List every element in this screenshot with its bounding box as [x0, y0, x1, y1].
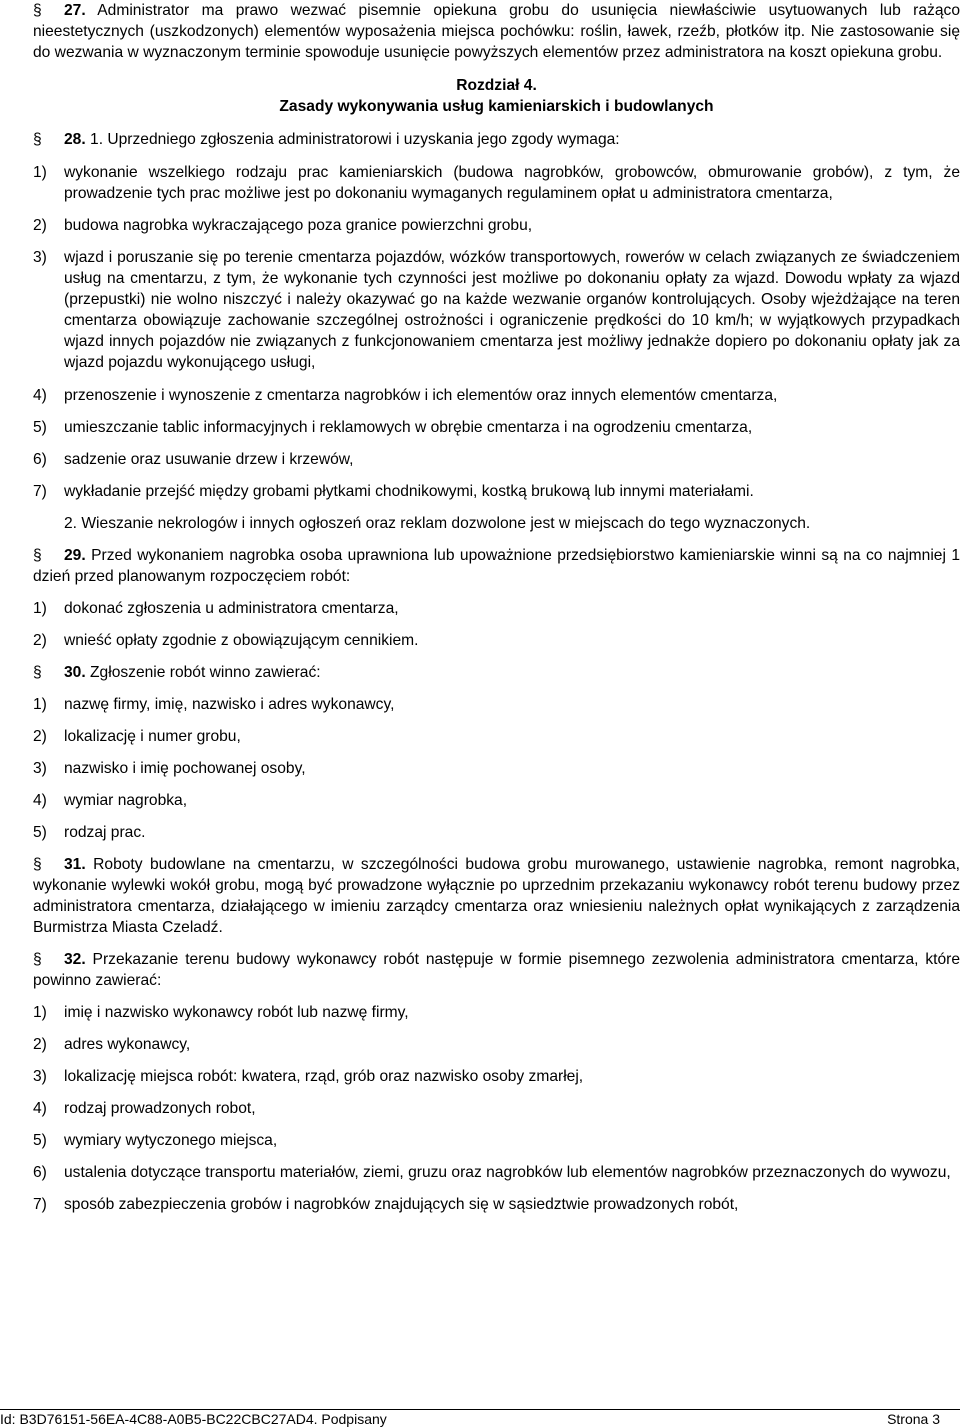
- list-label: 1): [33, 696, 47, 713]
- list-text: rodzaj prowadzonych robot,: [64, 1100, 256, 1117]
- section-30: [33, 662, 960, 683]
- list-text: przenoszenie i wynoszenie z cmentarza nagrobków i ich elementów oraz innych elementów cmentarza,: [64, 387, 778, 404]
- list-item: [33, 822, 960, 843]
- list-label: 6): [33, 1164, 47, 1181]
- list-item: [33, 481, 960, 502]
- section-number: 32.: [64, 951, 86, 968]
- list-label: 3): [33, 760, 47, 777]
- list-text: ustalenia dotyczące transportu materiałów, ziemi, gruzu oraz nagrobków lub elementów nagrobków przeznaczonych do wywozu,: [64, 1164, 951, 1181]
- list-label: 7): [33, 483, 47, 500]
- list-text: wykonanie wszelkiego rodzaju prac kamieniarskich (budowa nagrobków, grobowców, obmurowanie grobów), z tym, że prowadzenie tych prac możliwe jest po dokonaniu wymaganych regulaminem opłat u administratora cmentarza,: [64, 164, 960, 202]
- list-text: wymiar nagrobka,: [64, 792, 188, 809]
- list-item: [33, 162, 960, 204]
- list-text: adres wykonawcy,: [64, 1036, 191, 1053]
- paragraph-sign: §: [33, 664, 42, 681]
- paragraph-sign: §: [33, 547, 42, 564]
- list-text: lokalizację i numer grobu,: [64, 728, 241, 745]
- document-page: [33, 0, 960, 1215]
- list-text: imię i nazwisko wykonawcy robót lub nazwę firmy,: [64, 1004, 409, 1021]
- list-text: wnieść opłaty zgodnie z obowiązującym cennikiem.: [64, 632, 419, 649]
- list-item: [33, 726, 960, 747]
- section-number: 27.: [64, 2, 86, 19]
- list-label: 5): [33, 419, 47, 436]
- section-28-paragraph-2: 2. Wieszanie nekrologów i innych ogłoszeń oraz reklam dozwolone jest w miejscach do tego wyznaczonych.: [64, 515, 811, 532]
- section-text: Zgłoszenie robót winno zawierać:: [90, 664, 321, 681]
- paragraph-sign: §: [33, 131, 42, 148]
- list-text: wjazd i poruszanie się po terenie cmentarza pojazdów, wózków transportowych, rowerów w celach związanych ze świadczeniem usług na cmentarzu, z tym, że wykonanie tych czynności jest możliwe po dokonaniu opłaty za wjazd. Dowodu wpłaty za wjazd (przepustki) nie wolno niszczyć i należy okazywać go na każde wezwanie organów kontrolujących. Osoby wjeżdżające na teren cmentarza obowiązuje zachowanie szczególnej ostrożności i ograniczenie prędkości do 10 km/h; w wyjątkowych przypadkach wjazd innych pojazdów nie związanych z funkcjonowaniem cmentarza jest możliwy jednakże dopiero po dokonaniu opłaty jak za wjazd pojazdu wykonującego usługi,: [64, 249, 960, 371]
- section-text: Administrator ma prawo wezwać pisemnie opiekuna grobu do usunięcia niewłaściwie usytuowanych lub rażąco nieestetycznych (uszkodzonych) elementów wyposażenia miejsca pochówku: roślin, ławek, rzeźb, płotków itp. Nie zastosowanie się do wezwania w wyznaczonym terminie spowoduje usunięcie powyższych elementów przez administratora na koszt opiekuna grobu.: [33, 2, 960, 61]
- chapter-subtitle: Zasady wykonywania usług kamieniarskich i budowlanych: [279, 98, 714, 115]
- list-label: 2): [33, 217, 47, 234]
- section-number: 28.: [64, 131, 86, 148]
- list-item: [33, 630, 960, 651]
- list-item: [33, 417, 960, 438]
- list-label: 1): [33, 600, 47, 617]
- list-label: 4): [33, 387, 47, 404]
- section-text: 1. Uprzedniego zgłoszenia administratorowi i uzyskania jego zgody wymaga:: [90, 131, 620, 148]
- list-item: [33, 790, 960, 811]
- list-text: sposób zabezpieczenia grobów i nagrobków znajdujących się w sąsiedztwie prowadzonych robót,: [64, 1196, 739, 1213]
- document-id: Id: B3D76151-56EA-4C88-A0B5-BC22CBC27AD4. Podpisany: [0, 1411, 387, 1427]
- list-label: 6): [33, 451, 47, 468]
- list-text: nazwę firmy, imię, nazwisko i adres wykonawcy,: [64, 696, 395, 713]
- list-text: sadzenie oraz usuwanie drzew i krzewów,: [64, 451, 354, 468]
- list-text: lokalizację miejsca robót: kwatera, rząd, grób oraz nazwisko osoby zmarłej,: [64, 1068, 584, 1085]
- list-item: [33, 694, 960, 715]
- list-item: [33, 247, 960, 373]
- list-item: [33, 1098, 960, 1119]
- section-27: [33, 0, 960, 63]
- list-label: 1): [33, 1004, 47, 1021]
- section-text: Przed wykonaniem nagrobka osoba uprawniona lub upoważnione przedsiębiorstwo kamieniarskie winni są na co najmniej 1 dzień przed planowanym rozpoczęciem robót:: [33, 547, 960, 585]
- paragraph-sign: §: [33, 2, 42, 19]
- list-label: 2): [33, 632, 47, 649]
- section-28: [33, 129, 960, 150]
- paragraph-sign: §: [33, 951, 42, 968]
- list-label: 2): [33, 728, 47, 745]
- list-item: [33, 215, 960, 236]
- section-number: 31.: [64, 856, 86, 873]
- list-label: 7): [33, 1196, 47, 1213]
- list-text: wymiary wytyczonego miejsca,: [64, 1132, 278, 1149]
- paragraph-sign: §: [33, 856, 42, 873]
- list-label: 5): [33, 824, 47, 841]
- list-item: [33, 1130, 960, 1151]
- list-label: 4): [33, 1100, 47, 1117]
- section-text: Przekazanie terenu budowy wykonawcy robót następuje w formie pisemnego zezwolenia administratora cmentarza, które powinno zawierać:: [33, 951, 960, 989]
- list-label: 2): [33, 1036, 47, 1053]
- list-item: [33, 1162, 960, 1183]
- chapter-title: Rozdział 4.: [456, 77, 537, 94]
- list-item: [33, 1002, 960, 1023]
- list-label: 5): [33, 1132, 47, 1149]
- list-item: [33, 385, 960, 406]
- section-number: 29.: [64, 547, 86, 564]
- list-label: 4): [33, 792, 47, 809]
- page-number: Strona 3: [887, 1411, 940, 1427]
- list-label: 3): [33, 1068, 47, 1085]
- section-32: [33, 949, 960, 991]
- list-item: [33, 1194, 960, 1215]
- section-31: [33, 854, 960, 938]
- list-text: budowa nagrobka wykraczającego poza granice powierzchni grobu,: [64, 217, 533, 234]
- list-label: 3): [33, 249, 47, 266]
- list-item: [33, 1034, 960, 1055]
- list-item: [33, 449, 960, 470]
- list-text: rodzaj prac.: [64, 824, 146, 841]
- section-text: Roboty budowlane na cmentarzu, w szczególności budowa grobu murowanego, ustawienie nagrobka, remont nagrobka, wykonanie wylewki wokół grobu, mogą być prowadzone wyłącznie po uprzednim przekazaniu wykonawcy robót terenu budowy przez administratora cmentarza, działającego w imieniu zarządcy cmentarza oraz wniesieniu należnych opłat wynikających z zarządzenia Burmistrza Miasta Czeladź.: [33, 856, 960, 936]
- list-item: [33, 758, 960, 779]
- list-label: 1): [33, 164, 47, 181]
- list-text: nazwisko i imię pochowanej osoby,: [64, 760, 306, 777]
- list-text: umieszczanie tablic informacyjnych i reklamowych w obrębie cmentarza i na ogrodzeniu cmentarza,: [64, 419, 753, 436]
- list-text: dokonać zgłoszenia u administratora cmentarza,: [64, 600, 399, 617]
- page-footer: [0, 1410, 960, 1428]
- list-item: [33, 1066, 960, 1087]
- section-29: [33, 545, 960, 587]
- section-number: 30.: [64, 664, 86, 681]
- list-item: [33, 598, 960, 619]
- list-text: wykładanie przejść między grobami płytkami chodnikowymi, kostką brukową lub innymi materiałami.: [64, 483, 754, 500]
